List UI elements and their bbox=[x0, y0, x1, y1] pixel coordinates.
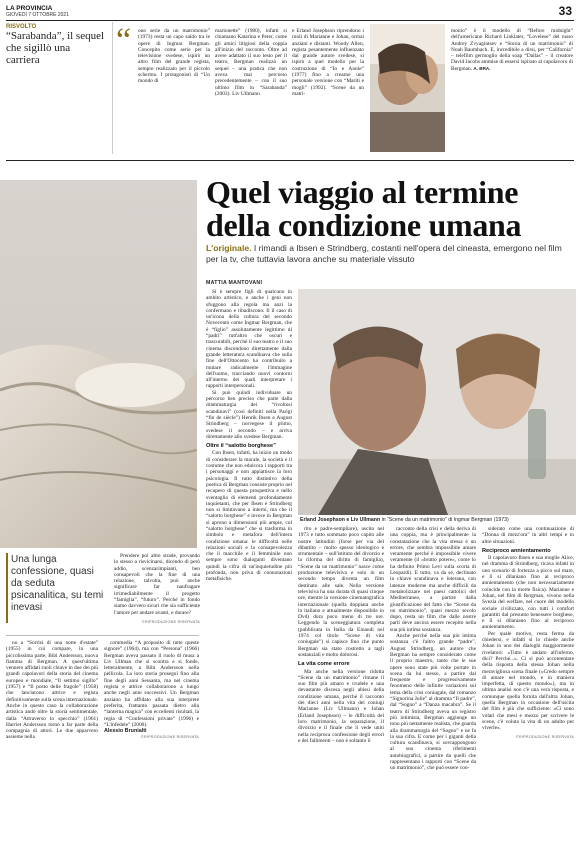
second-article-author: Alessio Brunialti bbox=[104, 728, 147, 735]
sidebar-column-4: monio” è il modello di “Before midnight” dell'americano Richard Linklater, “Lovelese” del russo Andrey Zvyagintsev e “Storia di un matrimonio” di Noah Baumbach. E, incredibile a dirsi, per “California” – telefilm germoglio della soap “Dallas” – il creatore David Jacobs ammise di essersi ispirato al capolavoro di Bergman. A. BRA. bbox=[451, 28, 573, 72]
section-heading-annientamento: Reciproco annientamento bbox=[482, 547, 551, 554]
sidebar-column-2: marionette” (1980), infatti si chiamano Katarina e Peter, come gli amici litigiosi della coppia all'inizio del racconto. Oltre ad avere adattato il suo testo per il teatro, Bergman realizzò un sequel – una pratica che non aveva mai percorso precedentemente – con il suo ultimo film in “Sarabanda” (2003). Liv Ullmann bbox=[215, 28, 287, 97]
sidebar-headline-block bbox=[6, 24, 106, 66]
main-photo bbox=[298, 289, 576, 515]
article-column-2: rito e padre-sempliare), uscito nel 1973 e tutto sommato poco capito alle nostre latitudini (forse per via del dibattito – molto spesso ideologico e strumentale – sull'istituto del divorzio e la riforma del diritto di famiglia), “Scene da un matrimonio” nasce come produzione televisiva e solo in un secondo tempo diventa un film destinato alle sale. Nella versione televisiva ha una durata di quasi cinque ore, mentre la versione cinematografica internazionale (quella doppiata anche in italiano e attualmente disponibile in Dvd) dura poco meno di tre ore. Leggendo la sceneggiatura completa (pubblicata in Italia da Einaudi nel 1974 col titolo “Scene di vita coniugale”) si capisce fino che punto Bergman sia stato costretto a tagli sostanziali e molto dolorosi. La vita come errore Ma anche nella versione ridotta “Scene da un matrimonio” rimane il suo film più amaro e crudele e una devastante discesa negli abissi della condizione umana, perché il racconto dei dieci anni nella vita dei coniugi Marianne (Liv Ullmann) e Johan (Erland Josephson) – le difficoltà del loro matrimonio, la separazione, il divorzio e il finale che li vede uniti nella reciproca confessione degli errori e dei fallimenti – non è soltanto il bbox=[298, 526, 384, 744]
copyright-note-2: ©RIPRODUZIONE RISERVATA bbox=[141, 619, 200, 624]
article-column-1: Si è sempre figli di qualcuno in ambito artistico, e anche i geni non sfuggono alla regola ma anzi la confermano e ribadiscono. Il il caso di un'icona della cultura del secondo Novecento come Ingmar Bergman, che è “figlio” assolutamente legittimo di “padri” tutt'altro che oscuri e trascurabili, perché il suo teatro e il suo cinema discendono direttamente dalla grande letteratura scandinava che sulla fine dell'Ottocento ha contribuito a mutare radicalmente l'immagine dell'uomo, tracciando nuovi contorni all'interno dei quali interpretare i rapporti interpersonali. Si può quindi individuare un percorso ben preciso che parte dalla drammaturgia dei “rivoltosi scandinavi” (così definiti nella Parigi “fin de siècle”) Henrik Ibsen e August Strindberg – norvegese il primo, svedese il secondo – e arriva direttamente allo svedese Bergman. Oltre il “salotto borghese” Con Ibsen, infatti, ha inizio un modo di considerare la morale, la società e il costume che non edulcora i rapporti tra i personaggi e non appiattisce la loro psicologia. Il tutto distintivo della poetica di Bergman consiste proprio nel recupero di questa prospettiva e nello sventaglio di elementi profondamente inquietanti, che per Ibsen e Strindberg non si limitavano a interni, ma che il “salotto borghese” e invece in Bergman si aprono a dimensioni più ampie, col “salotto borghese” che si trasforma in simbolo e metafora dell'intera condizione umana: le difficoltà nelle relazioni sociali e la consapevolezza che il macchile e il femminile non sempre sono dialoganti diventano quindi la cifra di un'inquietudine più profonda, non priva di connotazioni metafisiche. bbox=[206, 289, 292, 583]
second-article-rule bbox=[6, 635, 199, 636]
section-rule bbox=[6, 160, 574, 161]
article-column-4: siderato come una continuazione di “Donna di mezz'ora” in altri tempi e in altre situazioni. Reciproco annientamento Il capolavoro Ibsen e sua moglie Alice, nel dramma di Strindberg, ricava infatti in uno scenario di fortezza a picco sul mare, e lì si dilaniano fino al reciproco annientamento (che non necessariamente coincide con la morte fisica). Marianne e Johan, nel film di Bergman, vivono nella Svezia del welfare, nel cuore del modello sociale civilizzato, con tutti i comfort garantiti dal presunto benessere borghese, e lì si dilaniano fino al reciproco annientamento. Per quale motivo, resta ferma da chiedersi, e infatti si lo chiede anche Johan in uno dei dialoghi maggiormente rivelatori: «Tutto è andato all'inferno, dici? Perché...». Ci si può accontentare della risposta della stessa Johan nella meravigliosa scena finale («Credo sempre di amare nel mondo, e in maniera imperfetta, di questo mondo»), ma in ultima analisi non c'è una vera risposta, e comunque quella fornita dall'altra Johan, quella Bergman in occasione dell'uscita del film è più che sufficiente: «Ci sono volati che mesi e mezzo per scrivere le scene, c'è voluta la vita di un adulto per viverle». ©RIPRODUZIONE RISERVATA bbox=[482, 526, 574, 739]
lead-label: L'originale. bbox=[206, 243, 252, 253]
sidebar-column-3: e Erland Josephson riprendono i ruoli di Marianne e Johan, ormai anziani e distanti. Woody Allen, regista pesantemente influenzato dal grande autore svedese, si ispirò a quel modello per la costruzione di “Io e Annie” (1977) fino a crearne una personale versione con “Mariti e mogli” (1992). “Scene da un matri- bbox=[292, 28, 364, 97]
header-rule bbox=[6, 20, 574, 21]
article-lead bbox=[206, 243, 574, 264]
photo-caption: Erland Josephson e Liv Ullmann in “Scene da un matrimonio” di Ingmar Bergman (1973) bbox=[300, 517, 509, 523]
article-byline: MATTIA MANTOVANI bbox=[206, 280, 263, 286]
second-article-intro: Prendere poi altre strade, provando lo stesso a risvicinarsi, dicendo di però addio, scenzarimpianti, ben consapevoli che la fine di una relazione, talvolta, può anche significare far naufragare irrimediabilmente il progetto “famiglia”, “futuro”. Perché in fondo siamo davvero sicuri che sia sufficiente l'amore per andare avanti, e durare? ©RIPRODUZIONE RISERVATA bbox=[114, 553, 200, 624]
bed-photo-image bbox=[0, 180, 197, 548]
couple-photo-image bbox=[370, 24, 445, 152]
sidebar-column-1: ono serie da un matrimonio” (1973) resta un capo saldo tra le opere di Ingmar Bergman. Concepito come serie per la televisione svedese, ispirò un altro film del grande regista, sempre realizzato per il piccolo schermo. I protagonisti di “Un mondo di bbox=[138, 28, 210, 85]
section-heading-salotto: Oltre il “salotto borghese” bbox=[206, 443, 276, 450]
sidebar-photo bbox=[370, 24, 445, 152]
sidebar-signature: A. BRA. bbox=[473, 65, 491, 71]
quote-mark-icon: “ bbox=[116, 22, 132, 59]
page-number: 33 bbox=[558, 4, 572, 18]
copyright-note-3: ©RIPRODUZIONE RISERVATA bbox=[140, 735, 199, 740]
sidebar-headline: “Sarabanda”, il sequel che sigillò una carriera bbox=[6, 30, 105, 66]
issue-date: GIOVEDÌ 7 OTTOBRE 2021 bbox=[6, 12, 69, 18]
sidebar-kicker: RISVOLTO bbox=[6, 24, 37, 30]
main-photo-image bbox=[298, 289, 576, 515]
copyright-note: ©RIPRODUZIONE RISERVATA bbox=[515, 734, 574, 739]
second-article-column-2: commedia “A proposito di tutte queste signore” (1964), ma con “Persona” (1966) Bergman aveva passato il ruolo di musa a Liv Ullman che si scontra e si fonde, letteralmente, a Bibi Andersson nella pellicola. La loro storia proseguì fino alla fine degli anni Sessanta, ma nel cinema regista e attrice collaborarono a lungo anche negli anni successivi. Un Bergman anziano ha affidato alla sua interprete preferita, frattanto passata dietro alla “lanterna magica” con eccellenti risultati, la regia di “Confessioni private” (1996) e “L'infedele” (2000). Alessio Brunialti ©RIPRODUZIONE RISERVATA bbox=[104, 640, 199, 740]
pullquote-bar bbox=[6, 553, 8, 623]
sidebar-divider bbox=[112, 22, 113, 154]
newspaper-logo: LA PROVINCIA bbox=[6, 5, 53, 12]
article-column-3: racconto della crisi e della deriva di una coppia, ma è principalmente la constatazione che la vita stessa è un errore, che sembra impossibile amare veramente perché è impossibile vivere veramente (il «brutto potere», come lo ha definito Primo Levi sulla scorta di Leopardi). E tutto, va da sé, declinato in chiave scandinava e luterana, con latenze moderne ma anche difficili da metabolizzare nei paesi cattolici del Mediterraneo, a partire dalla giustificazione del fatto che “Scene da un matrimonio”, quasi mezzo secolo dopo, resta un film che dalle nostre parti deve ancora essere recepito nella sua più intima sostanza. Anche perché nella sua più intima sostanza c'è l'altro grande “padre”, August Strindberg, un autore che Bergman ha sempre considerato come il proprio maestro, tanto che le sue opere sono state più volte portate in scena da lui stesso, a partire dal frequente e progressivamente fenomeno delle infinite variazioni sul tema della crisi coniugale, dal romanzo “Signorina Julie” al dramma “Il padre”, dal “Sogno” a “Danza macabra”. Se il teatro di Strindberg aveva un registro più intimista, Bergman aggiunge un tono più nettamente realista, che guarda alla drammaturgia del “Sogno” e ne fa la sua cifra. E come per i giganti della cultura scandinava, si sovrappongono al suo cinema riferimenti autobiografici, a partire da quelli che rappresentano i rapporti con “Scene da un matrimonio”, che può essere con- bbox=[390, 526, 476, 772]
second-article-column-1: no a “Sorrisi di una notte d'estate” (1955) in cui compare, in una piccolissima parte, Bibi Andersson, nuova fiamma di Bergman. A quest'ultima vennero affidati ruoli chiave in due dei più grandi capolavori della storia del cinema europeo e mondiale, “Il settimo sigillo” (1957) e “Il posto delle fragole” (1958) che lanciarono attrice e regista definitivamente sulla scena internazionale. Anche in questo caso la collaborazione artistica andò oltre la storia sentimentale, dalla “Attraverso lo specchio” (1961) Harriet Andersson tornò a far parte della compagnia di attori. Le due apparvero assieme nella bbox=[6, 640, 98, 741]
lead-text: I rimandi a Ibsen e Strindberg, costanti nell'opera del cineasta, emergono nel film per la tv, che tuttavia lavora anche su materiale vissuto bbox=[206, 243, 562, 264]
bed-photo bbox=[0, 180, 197, 548]
section-heading-vita: La vita come errore bbox=[298, 661, 350, 668]
article-title: Quel viaggio al termine della condizione umana bbox=[206, 174, 522, 243]
pullquote: Una lunga confessione, quasi da seduta psicanalitica, su temi inevasi bbox=[11, 554, 104, 613]
